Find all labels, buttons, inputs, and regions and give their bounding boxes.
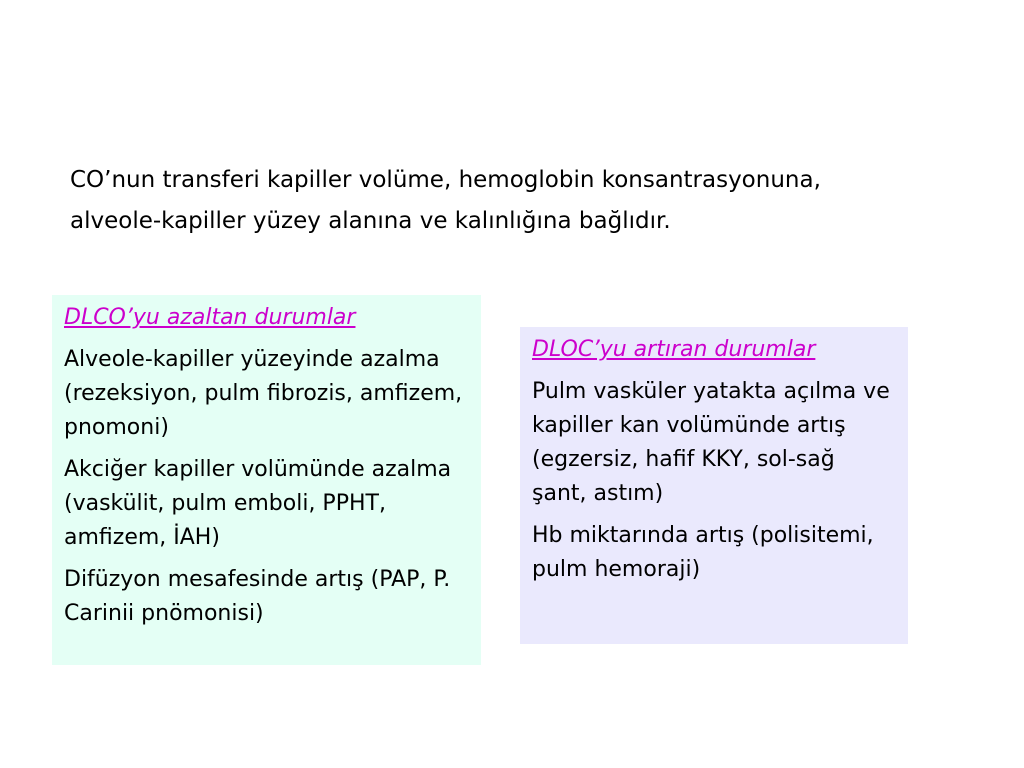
decreasing-condition-item: Akciğer kapiller volümünde azalma (vaskülit, pulm emboli, PPHT, amfizem, İAH) <box>64 457 452 550</box>
decreasing-condition-item: Alveole-kapiller yüzeyinde azalma (rezeksiyon, pulm fibrozis, amfizem, pnomoni) <box>64 347 463 440</box>
decreasing-condition-item: Difüzyon mesafesinde artış (PAP, P. Carinii pnömonisi) <box>64 567 451 626</box>
decreasing-conditions-heading: DLCO’yu azaltan durumlar <box>64 305 356 330</box>
increasing-condition-item: Hb miktarında artış (polisitemi, pulm hemoraji) <box>532 523 874 582</box>
increasing-condition-item: Pulm vasküler yatakta açılma ve kapiller kan volümünde artış (egzersiz, hafif KKY, sol-sağ şant, astım) <box>532 379 890 506</box>
intro-line-1: CO’nun transferi kapiller volüme, hemoglobin konsantrasyonuna, <box>70 167 821 193</box>
increasing-conditions-box <box>520 327 908 644</box>
decreasing-conditions-box <box>52 295 481 665</box>
intro-text <box>70 160 970 242</box>
increasing-conditions-heading: DLOC’yu artıran durumlar <box>532 337 816 362</box>
intro-line-2: alveole-kapiller yüzey alanına ve kalınlığına bağlıdır. <box>70 208 671 234</box>
